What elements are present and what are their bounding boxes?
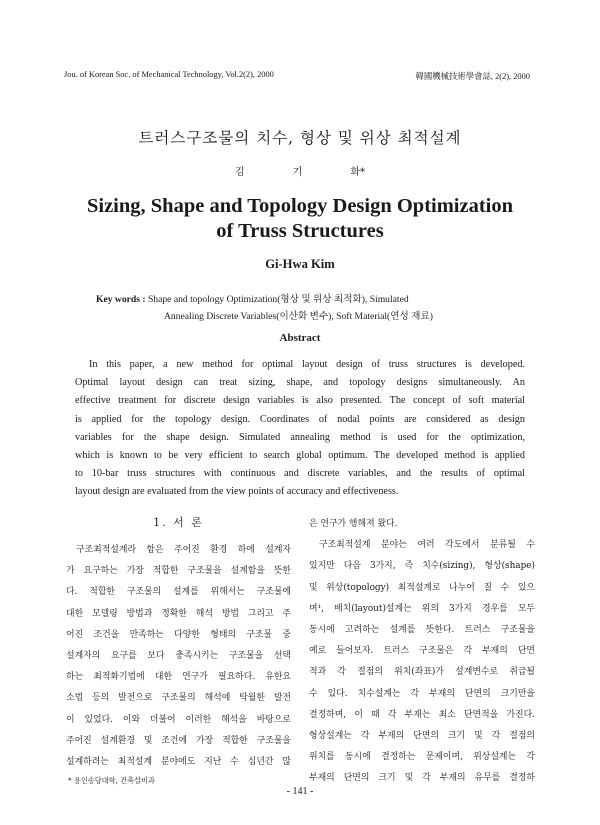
abstract-line: is applied for the topology design. Coordinates of nodal points are considered as design: [75, 413, 525, 425]
body-line: 은 연구가 행해져 왔다.: [309, 519, 398, 529]
section-heading: 1. 서 론: [153, 516, 204, 529]
body-line: 설계자의 요구를 보다 충족시키는 구조물을 선택: [66, 651, 291, 662]
author-ko-part: 기: [292, 167, 303, 178]
body-line: 있지만 다음 3가지, 즉 치수(sizing), 형상(shape): [309, 561, 535, 572]
keywords-label: Key words :: [96, 294, 146, 305]
body-line: 구조최적설계라 함은 주어진 환경 하에 설계자: [76, 545, 291, 555]
paper-title-korean: 트러스구조물의 치수, 형상 및 위상 최적설계: [138, 129, 462, 147]
body-line: 소법 등의 발전으로 구조물의 해석에 탁월한 발전: [66, 693, 291, 704]
author-ko-part: 김: [234, 167, 245, 178]
body-line: 형상설계는 각 부재의 단면의 크기 및 각 절점의: [309, 731, 535, 742]
affiliation-footnote: * 용인송담대학, 건축설비과: [68, 776, 155, 785]
journal-header-en: Jou. of Korean Soc. of Mechanical Technology, Vol.2(2), 2000: [64, 70, 274, 79]
abstract-line: to 10-bar truss structures with continuous and discrete variables, and the results of optimal: [75, 468, 525, 480]
body-line: 이 있었다. 이와 더불어 이러한 해석을 바탕으로: [66, 714, 291, 725]
keywords-line: Shape and topology Optimization(형상 및 위상 최적화), Simulated: [147, 294, 409, 305]
journal-header-ko: 韓國機械技術學會誌, 2(2), 2000: [415, 72, 530, 81]
author-ko-part: 화*: [350, 167, 365, 178]
page-number: - 141 -: [286, 786, 314, 797]
left-column: [66, 510, 291, 773]
title-en-line: Sizing, Shape and Topology Design Optimization: [86, 195, 514, 217]
abstract-line: which is known to be very efficient to search global optimum. The developed method is applied: [75, 450, 525, 462]
body-line: 주어진 설계환경 및 조건에 가장 적합한 구조물을: [66, 735, 291, 746]
abstract-line: Optimal layout design can treat sizing, shape, and topology designs simultaneously. An: [75, 377, 525, 389]
body-line: 며¹, 배치(layout)설계는 위의 3가지 경우를 모두: [309, 603, 535, 614]
abstract-line: In this paper, a new method for optimal layout design of truss structures is developed.: [89, 359, 525, 370]
body-line: 어진 조건을 만족하는 다양한 형태의 구조물 중: [66, 629, 291, 640]
abstract-line: variables for the shape design. Simulated annealing method is used for the optimization,: [75, 431, 525, 443]
body-line: 설계하려는 최적설계 분야에도 지난 수 십년간 많: [66, 757, 291, 768]
abstract-body: [75, 356, 525, 502]
abstract-heading: Abstract: [279, 332, 321, 344]
abstract-line: effective treatment for discrete design variables is also presented. The concept of soft material: [75, 395, 525, 407]
body-line: 다. 적합한 구조물의 설계를 위해서는 구조물에: [66, 587, 291, 598]
keywords-block: [96, 291, 526, 325]
body-line: 적과 각 절점의 위치(좌표)가 설계변수로 취급될: [309, 667, 535, 678]
body-line: 동시에 고려하는 설계를 뜻한다. 트러스 구조물을: [309, 625, 535, 636]
body-line: 수 있다. 치수설계는 각 부재의 단면의 크기만을: [309, 688, 535, 699]
body-line: 부재의 단면의 크기 및 각 부재의 유무를 결정하: [309, 773, 535, 784]
body-line: 결정하며, 이 때 각 부재는 최소 단면적을 가진다.: [309, 709, 535, 720]
body-line: 하는 최적화기법에 대한 연구가 필요하다. 유한요: [66, 672, 291, 683]
title-en-line: of Truss Structures: [216, 220, 384, 242]
paper-title-english: [0, 194, 600, 244]
body-line: 가 요구하는 가장 적합한 구조물을 설계함을 뜻한: [66, 566, 291, 577]
author-name-english: Gi-Hwa Kim: [265, 257, 335, 271]
body-line: 대한 모델링 방법과 정확한 해석 방법 그리고 주: [66, 608, 291, 619]
right-column: [309, 514, 535, 790]
body-line: 및 위상(topology) 최적설계로 나누어 질 수 있으: [309, 582, 535, 593]
keywords-line: Annealing Discrete Variables(이산화 변수), Soft Material(연성 재료): [164, 311, 433, 322]
author-name-korean: [0, 163, 600, 178]
body-line: 구조최적설계 분야는 여러 각도에서 분류될 수: [319, 540, 535, 551]
body-line: 예로 들어보자. 트러스 구조물은 각 부재의 단면: [309, 646, 535, 657]
abstract-line: layout design are evaluated from the view points of accuracy and effectiveness.: [75, 486, 399, 498]
body-line: 위치를 동시에 결정하는 문제이며, 위상설계는 각: [309, 752, 535, 763]
